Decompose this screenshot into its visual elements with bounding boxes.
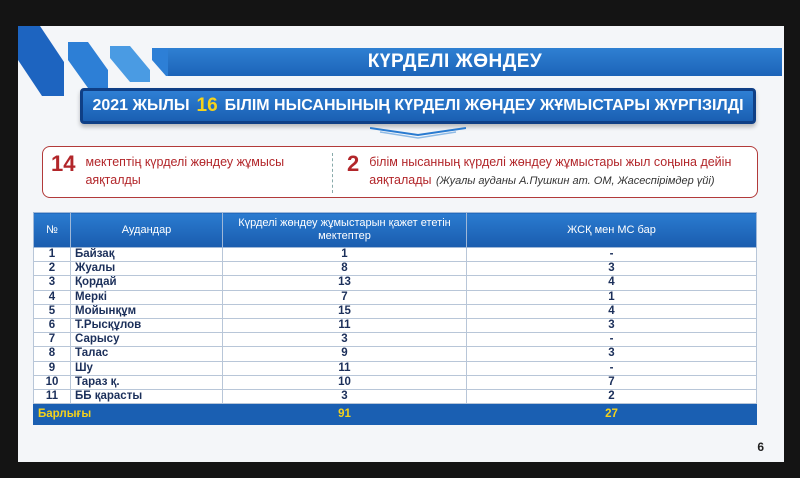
table-header-row (34, 213, 757, 248)
cell-schools: 7 (223, 290, 467, 304)
info-in-progress (347, 153, 747, 189)
cell-district: Тараз қ. (71, 375, 223, 389)
cell-district: Қордай (71, 276, 223, 290)
total-row (34, 404, 757, 425)
cell-schools: 3 (223, 389, 467, 403)
cell-number: 6 (34, 318, 71, 332)
summary-banner (80, 88, 756, 124)
table-row (34, 262, 757, 276)
table-row (34, 276, 757, 290)
header-docs: ЖСҚ мен МС бар (467, 213, 757, 248)
completed-text: мектептің күрделі жөндеу жұмысы аяқталды (85, 155, 285, 187)
cell-docs: - (467, 248, 757, 262)
table-row (34, 333, 757, 347)
cell-number: 10 (34, 375, 71, 389)
cell-schools: 10 (223, 375, 467, 389)
cell-schools: 11 (223, 318, 467, 332)
cell-schools: 11 (223, 361, 467, 375)
cell-number: 5 (34, 304, 71, 318)
cell-schools: 1 (223, 248, 467, 262)
cell-district: Меркі (71, 290, 223, 304)
cell-district: Байзақ (71, 248, 223, 262)
chevron-down-icon (370, 126, 466, 140)
banner-number: 16 (196, 95, 218, 116)
cell-docs: 4 (467, 304, 757, 318)
cell-docs: 2 (467, 389, 757, 403)
cell-docs: - (467, 333, 757, 347)
cell-docs: 1 (467, 290, 757, 304)
districts-table (33, 212, 757, 425)
table-row (34, 375, 757, 389)
cell-district: Т.Рысқұлов (71, 318, 223, 332)
table-row (34, 318, 757, 332)
cell-number: 3 (34, 276, 71, 290)
cell-number: 8 (34, 347, 71, 361)
corner-decoration (18, 26, 178, 96)
table-row (34, 361, 757, 375)
page-number: 6 (757, 440, 764, 454)
header-number: № (34, 213, 71, 248)
banner-text-after: БІЛІМ НЫСАНЫНЫҢ КҮРДЕЛІ ЖӨНДЕУ ЖҰМЫСТАРЫ ЖҮРГІЗІЛДІ (224, 97, 744, 114)
in-progress-note: (Жуалы ауданы А.Пушкин ат. ОМ, Жасеспірімдер үйі) (435, 175, 715, 187)
table-row (34, 389, 757, 403)
slide-title: КҮРДЕЛІ ЖӨНДЕУ (168, 48, 782, 76)
cell-docs: 7 (467, 375, 757, 389)
banner-text-before: 2021 ЖЫЛЫ (92, 97, 190, 114)
cell-docs: 3 (467, 347, 757, 361)
table-row (34, 248, 757, 262)
cell-schools: 13 (223, 276, 467, 290)
cell-number: 2 (34, 262, 71, 276)
header-district: Аудандар (71, 213, 223, 248)
cell-number: 11 (34, 389, 71, 403)
cell-district: Жуалы (71, 262, 223, 276)
cell-docs: 3 (467, 318, 757, 332)
cell-docs: 4 (467, 276, 757, 290)
cell-schools: 9 (223, 347, 467, 361)
cell-docs: - (467, 361, 757, 375)
total-docs: 27 (467, 404, 757, 425)
cell-number: 9 (34, 361, 71, 375)
in-progress-text: білім нысанның күрделі жөндеу жұмыстары жыл соңына дейін аяқталады (369, 155, 732, 187)
cell-district: ББ қарасты (71, 389, 223, 403)
cell-number: 4 (34, 290, 71, 304)
presentation-slide (18, 26, 784, 462)
cell-district: Шу (71, 361, 223, 375)
completed-count: 14 (51, 151, 76, 176)
cell-number: 1 (34, 248, 71, 262)
cell-docs: 3 (467, 262, 757, 276)
cell-number: 7 (34, 333, 71, 347)
cell-schools: 15 (223, 304, 467, 318)
table-row (34, 347, 757, 361)
cell-district: Мойынқұм (71, 304, 223, 318)
total-schools: 91 (223, 404, 467, 425)
info-box (42, 146, 758, 198)
info-completed (51, 153, 341, 189)
cell-district: Талас (71, 347, 223, 361)
info-divider (332, 153, 333, 193)
in-progress-count: 2 (347, 151, 360, 176)
cell-district: Сарысу (71, 333, 223, 347)
cell-schools: 8 (223, 262, 467, 276)
cell-schools: 3 (223, 333, 467, 347)
table-row (34, 290, 757, 304)
table-row (34, 304, 757, 318)
total-label: Барлығы (34, 404, 223, 425)
header-schools: Күрделі жөндеу жұмыстарын қажет ететін мектептер (223, 213, 467, 248)
